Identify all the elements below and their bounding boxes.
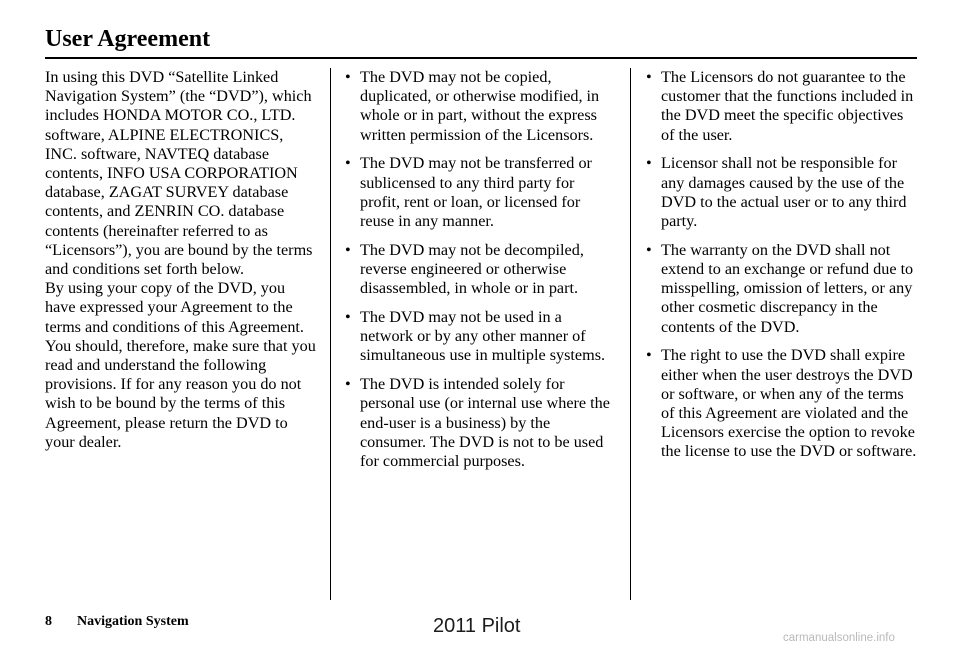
list-item <box>343 68 615 145</box>
column-1 <box>45 68 317 452</box>
model-watermark: 2011 Pilot <box>433 615 521 637</box>
bullet-icon: • <box>345 308 351 327</box>
list-item <box>343 375 615 471</box>
list-item-text: The DVD may not be decompiled, reverse engineered or otherwise disassembled, in whole or in part. <box>360 240 584 298</box>
column-divider-2 <box>630 68 631 600</box>
site-watermark: carmanualsonline.info <box>783 632 895 644</box>
list-item-text: Licensor shall not be responsible for any damages caused by the use of the DVD to the actual user or to any third party. <box>661 154 907 231</box>
list-item-text: The Licensors do not guarantee to the customer that the functions included in the DVD meet the specific objectives of the user. <box>661 68 914 144</box>
list-item <box>644 68 920 145</box>
list-item-text: The DVD may not be transferred or sublicensed to any third party for profit, rent or loan, or licensed for reuse in any manner. <box>360 154 592 231</box>
agreement-paragraph: By using your copy of the DVD, you have expressed your Agreement to the terms and conditions of this Agreement. You should, therefore, make sure that you read and understand the following provisions. If for any reason you do not wish to be bound by the terms of this Agreement, please return the DVD to your dealer. <box>45 279 316 451</box>
column-2 <box>343 68 615 481</box>
list-item <box>343 154 615 231</box>
page-title: User Agreement <box>45 26 211 52</box>
bullet-list-2 <box>343 68 615 471</box>
bullet-icon: • <box>345 375 351 394</box>
bullet-icon: • <box>345 154 351 173</box>
list-item <box>644 241 920 337</box>
list-item <box>644 154 920 231</box>
column-divider-1 <box>330 68 331 600</box>
bullet-list-3 <box>644 68 920 462</box>
bullet-icon: • <box>646 346 652 365</box>
list-item-text: The DVD may not be used in a network or by any other manner of simultaneous use in multiple systems. <box>360 308 606 365</box>
section-name: Navigation System <box>77 614 189 629</box>
list-item <box>343 308 615 366</box>
bullet-icon: • <box>646 240 652 259</box>
bullet-icon: • <box>345 240 351 259</box>
page-number: 8 <box>45 614 52 629</box>
list-item-text: The right to use the DVD shall expire either when the user destroys the DVD or software, or when any of the terms of this Agreement are violated and the Licensors exercise the option to revoke the license to use the DVD or software. <box>661 346 917 461</box>
column-3 <box>644 68 920 471</box>
bullet-icon: • <box>345 68 351 86</box>
list-item-text: The DVD is intended solely for personal use (or internal use where the end-user is a business) by the consumer. The DVD is not to be used for commercial purposes. <box>360 375 610 471</box>
intro-paragraph: In using this DVD “Satellite Linked Navigation System” (the “DVD”), which includes HONDA MOTOR CO., LTD. software, ALPINE ELECTRONICS, INC. software, NAVTEQ database contents, INFO USA CORPORATION database, ZAGAT SURVEY database contents, and ZENRIN CO. database contents (hereinafter referred to as “Licensors”), you are bound by the terms and conditions set forth below. <box>45 68 313 279</box>
list-item <box>343 241 615 299</box>
list-item-text: The DVD may not be copied, duplicated, or otherwise modified, in whole or in part, without the express written permission of the Licensors. <box>360 68 600 144</box>
title-rule <box>45 57 917 59</box>
bullet-icon: • <box>646 68 652 86</box>
list-item <box>644 346 920 461</box>
page-footer <box>45 614 189 630</box>
bullet-icon: • <box>646 154 652 173</box>
list-item-text: The warranty on the DVD shall not extend to an exchange or refund due to misspelling, omission of letters, or any other cosmetic discrepancy in the contents of the DVD. <box>661 240 914 336</box>
